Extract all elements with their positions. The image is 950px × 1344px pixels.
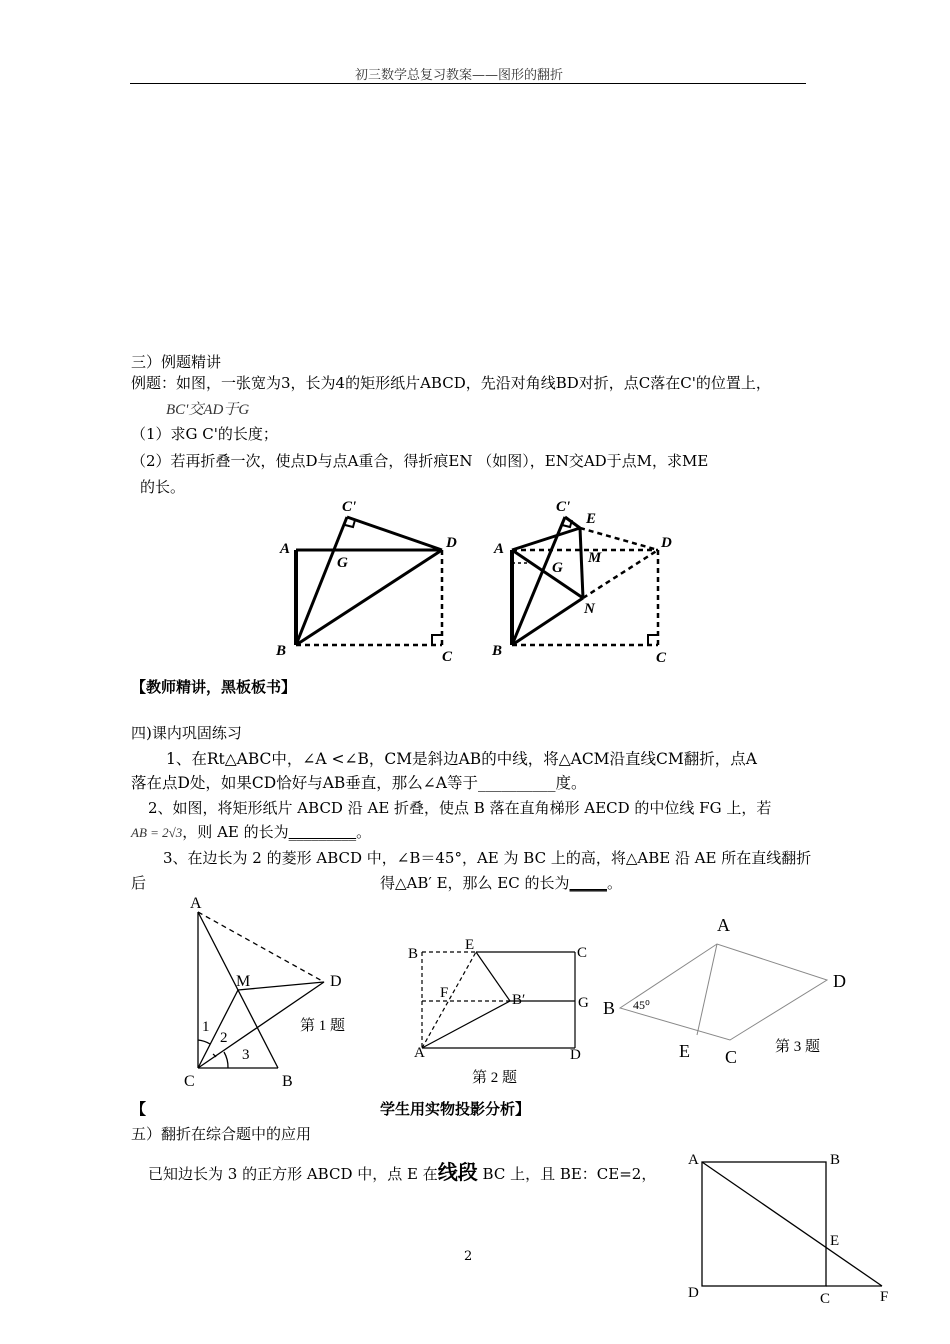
fig1-label-1: 1: [202, 1019, 210, 1035]
fig1-label-3: 3: [242, 1047, 250, 1063]
fig-b-label-n: N: [584, 601, 595, 617]
fig-a-label-b: B: [276, 643, 287, 659]
fig1-label-2: 2: [220, 1030, 228, 1046]
fig3-label-d: D: [833, 971, 846, 991]
fig3-label-a: A: [717, 915, 730, 935]
question-2-cont: 的长。: [140, 478, 186, 496]
section5-text-b: BC 上，且 BE：CE=2，: [477, 1165, 657, 1183]
section5-text-big: 线段: [437, 1160, 478, 1184]
problem2-blank: _________: [288, 823, 357, 841]
problem1-text-a: 落在点D处，如果CD恰好与AB垂直，那么∠A等于: [131, 774, 478, 792]
section3-heading: 三）例题精讲: [131, 353, 222, 371]
fig-b-label-b: B: [492, 643, 503, 659]
question-2: （2）若再折叠一次，使点D与点A重合，得折痕EN （如图），EN交AD于点M，求ME: [131, 452, 709, 470]
fig-b-label-c: C: [656, 650, 667, 666]
fig-b-label-cp: C': [556, 499, 571, 515]
fig2-caption: 第 2 题: [472, 1070, 518, 1086]
fig3-label-e: E: [679, 1041, 690, 1061]
fig-b-label-g: G: [552, 560, 563, 576]
question-1: （1）求G C'的长度；: [131, 425, 278, 443]
problem2-text-b: 。: [356, 823, 372, 841]
fig2-label-b: B: [408, 946, 419, 962]
problem3-text-c: 。: [606, 874, 622, 892]
problem2-line2: [131, 822, 371, 843]
fig-b-label-e: E: [586, 511, 597, 527]
figure-5: [680, 1145, 895, 1305]
example-figure-b: [490, 495, 690, 670]
fig1-label-m: M: [236, 973, 251, 990]
figure-1: [170, 890, 380, 1095]
fig-a-label-a: A: [280, 541, 291, 557]
fig3-label-c: C: [725, 1047, 738, 1067]
problem3-line2: [380, 873, 622, 893]
fig1-label-d: D: [330, 973, 342, 990]
figure-3: [595, 905, 865, 1075]
fig-a-label-cp: C': [342, 499, 357, 515]
student-note-left: 【: [131, 1100, 147, 1118]
fig2-label-f: F: [440, 985, 449, 1001]
example-line2: BC'交AD于G: [166, 402, 250, 418]
fig-b-label-d: D: [661, 535, 672, 551]
fig-a-label-c: C: [442, 649, 453, 665]
fig2-label-c: C: [577, 945, 588, 961]
fig3-label-angle: 45⁰: [633, 998, 650, 1012]
fig5-label-d: D: [688, 1285, 699, 1301]
fig2-label-g: G: [578, 995, 589, 1011]
fig5-label-f: F: [880, 1289, 889, 1305]
fig2-label-bp: B′: [512, 992, 526, 1008]
fig5-label-c: C: [820, 1291, 831, 1305]
fig1-label-a: A: [190, 895, 202, 912]
fig-a-label-g: G: [337, 555, 348, 571]
fig2-label-e: E: [465, 937, 475, 953]
page-header-title: 初三数学总复习教案——图形的翻折: [355, 68, 564, 83]
problem1-blank: __________: [477, 774, 556, 792]
student-note-right: 学生用实物投影分析】: [380, 1100, 531, 1118]
problem2-line1: 2、如图，将矩形纸片 ABCD 沿 AE 折叠，使点 B 落在直角梯形 AECD 的中位线 FG 上，若: [148, 799, 772, 817]
fig3-label-b: B: [603, 998, 616, 1018]
problem2-text-a: ，则 AE 的长为: [182, 823, 289, 841]
fig2-label-a: A: [414, 1045, 425, 1061]
section4-heading: 四)课内巩固练习: [131, 724, 242, 742]
problem3-line2-a: 后: [131, 874, 147, 892]
fig-a-label-d: D: [446, 535, 457, 551]
problem1-line1: 1、在Rt△ABC中，∠A <∠B，CM是斜边AB的中线，将△ACM沿直线CM翻折，点A: [166, 750, 757, 768]
problem1-line2: [131, 773, 587, 793]
page-number: 2: [464, 1249, 473, 1264]
fig-b-label-a: A: [494, 541, 505, 557]
fig1-label-b: B: [282, 1073, 293, 1090]
problem2-math: AB = 2√3: [131, 825, 183, 840]
header-rule: [130, 83, 806, 84]
fig1-caption: 第 1 题: [300, 1018, 346, 1034]
fig5-label-a: A: [688, 1152, 699, 1168]
teacher-note: 【教师精讲，黑板板书】: [131, 678, 297, 696]
fig3-caption: 第 3 题: [775, 1039, 821, 1055]
figure-2: [400, 935, 600, 1090]
section5-heading: 五）翻折在综合题中的应用: [131, 1125, 312, 1143]
problem3-line1: 3、在边长为 2 的菱形 ABCD 中，∠B＝45°，AE 为 BC 上的高，将△ABE 沿 AE 所在直线翻折: [163, 849, 812, 867]
fig5-label-b: B: [830, 1152, 841, 1168]
fig1-label-c: C: [184, 1073, 195, 1090]
fig2-label-d: D: [570, 1047, 581, 1063]
fig5-label-e: E: [830, 1233, 840, 1249]
example-figure-a: [270, 495, 470, 670]
problem3-blank: _____: [569, 874, 607, 892]
fig-b-label-m: M: [588, 550, 602, 566]
example-line1: 例题：如图，一张宽为3，长为4的矩形纸片ABCD，先沿对角线BD对折，点C落在C'的位置上，: [131, 374, 771, 392]
section5-text-a: 已知边长为 3 的正方形 ABCD 中，点 E 在: [148, 1165, 438, 1183]
problem3-text-b: 得△AB′ E，那么 EC 的长为: [380, 874, 570, 892]
problem1-text-b: 度。: [555, 774, 587, 792]
section5-line1: [148, 1162, 656, 1184]
